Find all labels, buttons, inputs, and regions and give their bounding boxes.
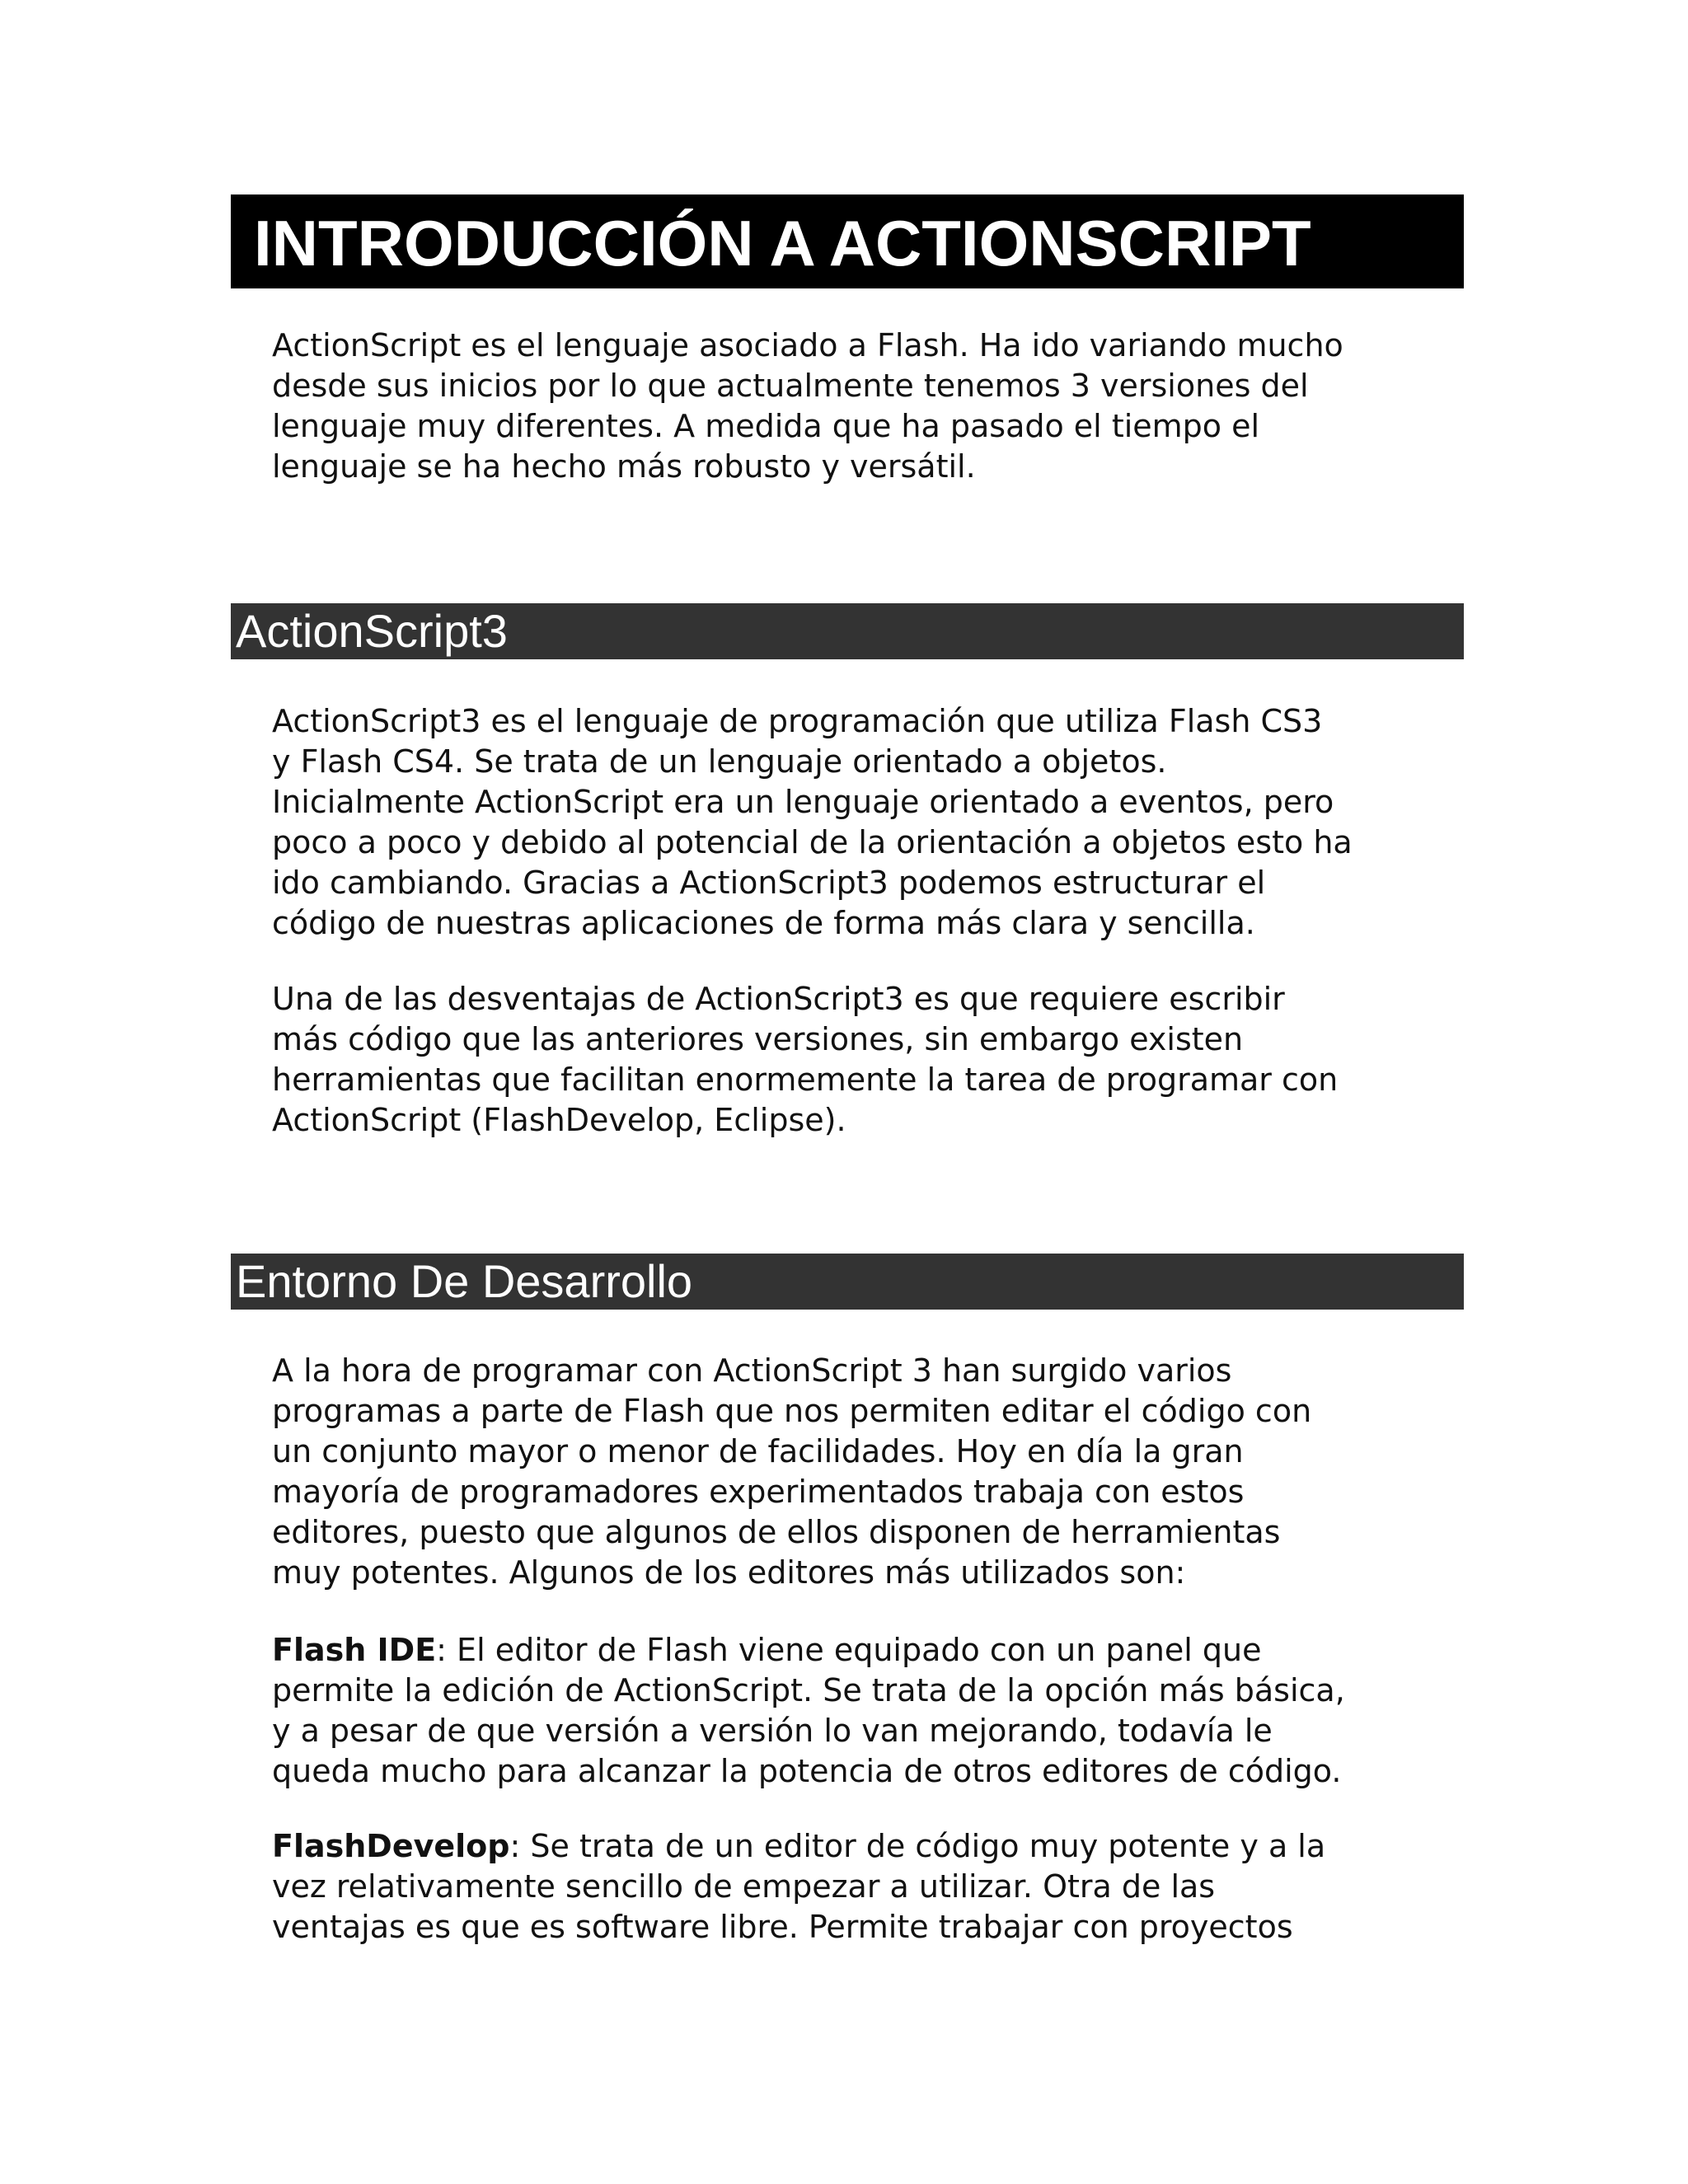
text-line: ActionScript (FlashDevelop, Eclipse).: [272, 1102, 846, 1138]
text-line: ventajas es que es software libre. Permite trabajar con proyectos: [272, 1909, 1293, 1945]
text-line: más código que las anteriores versiones, sin embargo existen: [272, 1021, 1244, 1057]
term-flashdevelop: FlashDevelop: [272, 1828, 510, 1864]
text-line: Una de las desventajas de ActionScript3 es que requiere escribir: [272, 981, 1285, 1017]
section-header-entorno: [231, 1254, 1464, 1310]
text-line: muy potentes. Algunos de los editores más utilizados son:: [272, 1554, 1186, 1591]
section-heading: ActionScript3: [236, 605, 508, 657]
page-title: INTRODUCCIÓN A ACTIONSCRIPT: [254, 207, 1311, 279]
text-line: ido cambiando. Gracias a ActionScript3 podemos estructurar el: [272, 865, 1266, 901]
as3-paragraph-1: [272, 701, 1442, 944]
text-line: permite la edición de ActionScript. Se trata de la opción más básica,: [272, 1672, 1345, 1708]
text-line: ActionScript3 es el lenguaje de programación que utiliza Flash CS3: [272, 703, 1323, 739]
env-paragraph-1: [272, 1351, 1442, 1593]
flashdevelop-paragraph: [272, 1826, 1442, 1947]
flash-ide-paragraph: [272, 1630, 1442, 1792]
text-line: desde sus inicios por lo que actualmente tenemos 3 versiones del: [272, 368, 1309, 404]
term-flash-ide: Flash IDE: [272, 1632, 437, 1668]
text-line: A la hora de programar con ActionScript 3 han surgido varios: [272, 1352, 1232, 1389]
text-line: [272, 1630, 1442, 1671]
text-line: vez relativamente sencillo de empezar a utilizar. Otra de las: [272, 1868, 1216, 1905]
as3-paragraph-2: [272, 979, 1442, 1141]
section-header-actionscript3: [231, 603, 1464, 659]
text-line: poco a poco y debido al potencial de la orientación a objetos esto ha: [272, 824, 1353, 860]
title-banner: [231, 194, 1464, 288]
text-line: Inicialmente ActionScript era un lenguaje orientado a eventos, pero: [272, 784, 1334, 820]
text-line: un conjunto mayor o menor de facilidades. Hoy en día la gran: [272, 1433, 1244, 1469]
text-line: queda mucho para alcanzar la potencia de otros editores de código.: [272, 1753, 1342, 1789]
text-line: editores, puesto que algunos de ellos disponen de herramientas: [272, 1514, 1281, 1550]
text-line: [272, 1826, 1442, 1867]
text-line: y a pesar de que versión a versión lo van mejorando, todavía le: [272, 1713, 1273, 1749]
text-line: código de nuestras aplicaciones de forma más clara y sencilla.: [272, 905, 1255, 941]
text-line: herramientas que facilitan enormemente la tarea de programar con: [272, 1062, 1339, 1098]
text-line: lenguaje muy diferentes. A medida que ha pasado el tiempo el: [272, 408, 1260, 444]
text-line: mayoría de programadores experimentados trabaja con estos: [272, 1474, 1245, 1510]
text-line: ActionScript es el lenguaje asociado a Flash. Ha ido variando mucho: [272, 327, 1343, 363]
text-line: lenguaje se ha hecho más robusto y versátil.: [272, 448, 976, 485]
term-description: : El editor de Flash viene equipado con un panel que: [436, 1632, 1262, 1668]
text-line: programas a parte de Flash que nos permiten editar el código con: [272, 1393, 1312, 1429]
term-description: : Se trata de un editor de código muy potente y a la: [509, 1828, 1326, 1864]
text-line: y Flash CS4. Se trata de un lenguaje orientado a objetos.: [272, 743, 1167, 780]
section-heading: Entorno De Desarrollo: [236, 1255, 693, 1307]
intro-paragraph: [272, 326, 1442, 487]
